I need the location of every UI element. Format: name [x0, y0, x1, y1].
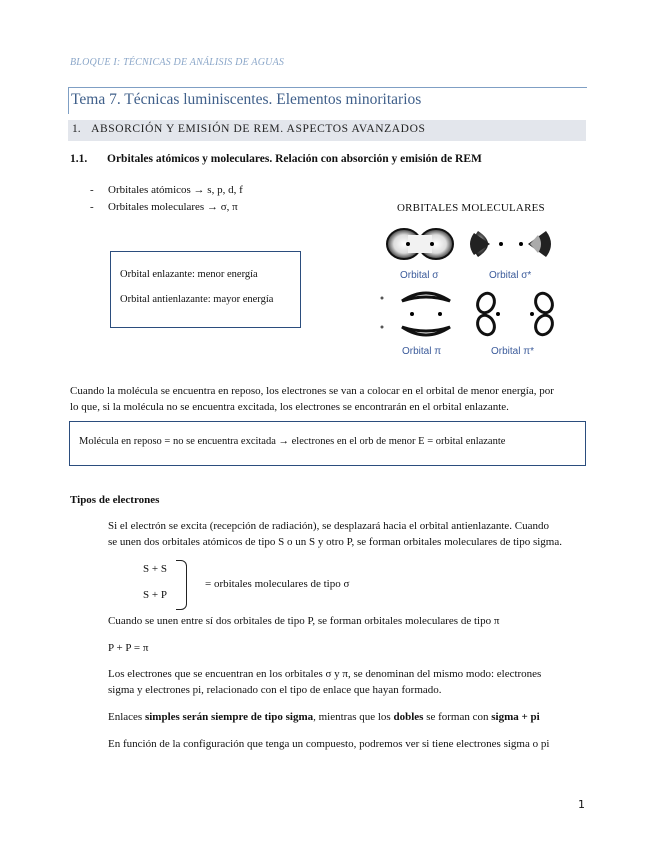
orbital-sigma-star-shape	[470, 231, 551, 257]
p-plus-p: P + P = π	[108, 642, 149, 654]
topic-title	[68, 87, 587, 114]
summary-box	[69, 421, 586, 466]
figure-title: ORBITALES MOLECULARES	[397, 202, 545, 214]
curly-brace	[176, 560, 187, 610]
bullet-text: Orbitales moleculares → σ, π	[108, 201, 238, 213]
bold-run: dobles	[393, 711, 424, 723]
label-orbital-sigma-star: Orbital σ*	[489, 270, 532, 281]
energy-box	[110, 251, 301, 328]
section-heading	[68, 120, 586, 141]
bullet-molecular	[90, 201, 238, 213]
label-orbital-sigma: Orbital σ	[400, 270, 439, 281]
section-number: 1.	[72, 123, 81, 135]
naming-paragraph	[108, 666, 598, 698]
subsection-heading	[70, 153, 482, 165]
electron-types-heading: Tipos de electrones	[70, 494, 160, 506]
paragraph-line: lo que, si la molécula no se encuentra excitada, los electrones se encontrarán en el orbital enlazante.	[70, 401, 509, 413]
label-orbital-pi-star: Orbital π*	[491, 346, 535, 357]
text-run: , mientras que los	[313, 711, 394, 723]
orbital-pi-star-shape	[475, 291, 556, 338]
orbital-sigma-shape	[387, 229, 453, 259]
text-run: Enlaces	[108, 711, 145, 723]
bullet-dash: -	[90, 201, 94, 213]
summary-box-text: Molécula en reposo = no se encuentra excitada → electrones en el orb de menor E = orbital enlazante	[79, 436, 506, 447]
topic-title-text: Tema 7. Técnicas luminiscentes. Elementos minoritarios	[71, 91, 422, 108]
label-orbital-pi: Orbital π	[402, 346, 442, 357]
paragraph-line: Cuando la molécula se encuentra en reposo, los electrones se van a colocar en el orbital de menor energía, por	[70, 385, 554, 397]
subsection-number: 1.1.	[70, 153, 88, 165]
bond-types-paragraph	[108, 709, 540, 725]
rest-state-paragraph	[70, 383, 600, 415]
antibonding-orbital-text: Orbital antienlazante: mayor energía	[120, 294, 274, 305]
bullet-text: Orbitales atómicos → s, p, d, f	[108, 184, 243, 196]
s-plus-s: S + S	[143, 563, 167, 575]
configuration-paragraph: En función de la configuración que tenga un compuesto, podremos ver si tiene electrones sigma o pi	[108, 738, 550, 750]
paragraph-line: sigma y electrones pi, relacionado con el tipo de enlace que hayan formado.	[108, 684, 442, 696]
header-bloque: BLOQUE I: TÉCNICAS DE ANÁLISIS DE AGUAS	[70, 57, 285, 68]
paragraph-line: Los electrones que se encuentran en los orbitales σ y π, se denominan del mismo modo: electrones	[108, 668, 542, 680]
bullet-atomic	[90, 184, 243, 196]
paragraph-line: Si el electrón se excita (recepción de radiación), se desplazará hacia el orbital antienlazante. Cuando	[108, 520, 550, 532]
text-run: se forman con	[423, 711, 492, 723]
sigma-result-text: = orbitales moleculares de tipo σ	[205, 578, 350, 590]
pi-paragraph: Cuando se unen entre sí dos orbitales de tipo P, se forman orbitales moleculares de tipo π	[108, 615, 500, 627]
molecular-orbitals-figure	[378, 223, 558, 363]
paragraph-line: se unen dos orbitales atómicos de tipo S o un S y otro P, se forman orbitales moleculares de tipo sigma.	[108, 536, 562, 548]
bold-run: sigma + pi	[491, 711, 540, 723]
bonding-orbital-text: Orbital enlazante: menor energía	[120, 269, 258, 280]
subsection-title: Orbitales atómicos y moleculares. Relación con absorción y emisión de REM	[107, 153, 482, 165]
excitation-paragraph	[108, 518, 598, 550]
page-number: 1	[578, 798, 585, 811]
section-heading-text	[72, 123, 426, 135]
bullet-dash: -	[90, 184, 94, 196]
bold-run: simples serán siempre de tipo sigma	[144, 711, 314, 723]
section-title: ABSORCIÓN Y EMISIÓN DE REM. ASPECTOS AVANZADOS	[91, 123, 426, 135]
orbital-pi-shape	[381, 293, 451, 335]
s-plus-p: S + P	[143, 589, 167, 601]
